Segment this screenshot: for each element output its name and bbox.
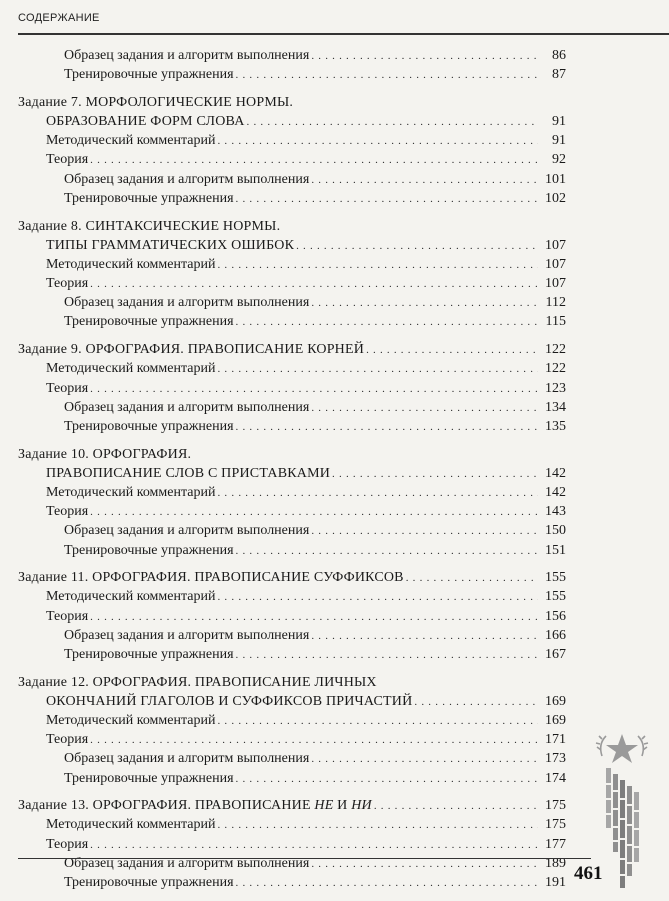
toc-entry-page: 142 xyxy=(545,484,566,500)
toc-entry-label: Образец задания и алгоритм выполнения xyxy=(64,171,310,187)
toc-entry[interactable] xyxy=(18,293,566,312)
toc-entry-label: Образец задания и алгоритм выполнения xyxy=(64,523,310,539)
leader-dots xyxy=(414,693,538,712)
toc-entry[interactable] xyxy=(18,645,566,664)
leader-dots xyxy=(311,171,538,190)
leader-dots xyxy=(217,816,538,835)
toc-entry[interactable] xyxy=(18,730,566,749)
toc-entry-page: 87 xyxy=(552,67,566,83)
leader-dots xyxy=(236,770,538,789)
toc-entry[interactable] xyxy=(18,483,566,502)
toc-entry[interactable] xyxy=(18,189,566,208)
toc-entry[interactable] xyxy=(18,541,566,560)
toc-section-title[interactable] xyxy=(18,445,566,464)
leader-dots xyxy=(236,66,538,85)
toc-entry[interactable] xyxy=(18,769,566,788)
toc-entry[interactable] xyxy=(18,749,566,768)
leader-dots xyxy=(236,190,538,209)
leader-dots xyxy=(90,275,538,294)
leader-dots xyxy=(236,418,538,437)
toc-entry-label: Методический комментарий xyxy=(46,817,216,833)
toc-section-title-line2: ПРАВОПИСАНИЕ СЛОВ С ПРИСТАВКАМИ xyxy=(46,465,331,481)
toc-entry-label: Методический комментарий xyxy=(46,713,216,728)
toc-section-7 xyxy=(18,93,566,208)
toc-section-page: 107 xyxy=(545,237,566,253)
toc-entry-page: 169 xyxy=(545,713,566,728)
toc-entry-page: 123 xyxy=(545,380,566,396)
toc-section-title[interactable] xyxy=(18,568,566,587)
title-and: И xyxy=(333,798,352,814)
toc-section-6-continued xyxy=(18,46,566,84)
toc-entry-label: Тренировочные упражнения xyxy=(64,770,234,786)
toc-section-page: 91 xyxy=(552,114,566,130)
toc-section-9 xyxy=(18,340,566,436)
toc-entry[interactable] xyxy=(18,255,566,274)
toc-entry-label: Тренировочные упражнения xyxy=(64,418,234,434)
toc-entry-label: Теория xyxy=(46,380,89,396)
toc-entry-label: Образец задания и алгоритм выполнения xyxy=(64,295,310,311)
title-ne: НЕ xyxy=(314,798,334,814)
leader-dots xyxy=(90,836,538,855)
toc-entry-page: 155 xyxy=(545,589,566,605)
title-ni: НИ xyxy=(351,798,372,814)
toc-section-title-line1: Задание 10. ОРФОГРАФИЯ. xyxy=(18,446,192,462)
leader-dots xyxy=(311,47,538,66)
toc-section-page: 142 xyxy=(545,465,566,481)
leader-dots xyxy=(90,503,538,522)
leader-dots xyxy=(236,646,538,665)
toc-entry-page: 101 xyxy=(545,171,566,187)
toc-entry-label: Теория xyxy=(46,732,89,748)
toc-section-title-cont[interactable] xyxy=(18,236,566,255)
toc-entry-label: Образец задания и алгоритм выполнения xyxy=(64,48,310,63)
leader-dots xyxy=(311,522,538,541)
leader-dots xyxy=(311,627,538,646)
toc-section-title-cont[interactable] xyxy=(18,692,566,711)
toc-entry-page: 107 xyxy=(545,256,566,272)
toc-entry-page: 191 xyxy=(545,875,566,890)
toc-entry-page: 134 xyxy=(545,399,566,415)
toc-section-title[interactable] xyxy=(18,340,566,359)
toc-section-title-line1 xyxy=(18,796,374,815)
toc-entry[interactable] xyxy=(18,815,566,834)
toc-entry-label: Тренировочные упражнения xyxy=(64,67,234,83)
toc-section-title[interactable] xyxy=(18,796,566,815)
toc-entry-page: 143 xyxy=(545,504,566,520)
toc-entry[interactable] xyxy=(18,835,566,854)
toc-entry[interactable] xyxy=(18,502,566,521)
toc-entry-label: Тренировочные упражнения xyxy=(64,190,234,206)
toc-section-title-cont[interactable] xyxy=(18,464,566,483)
leader-dots xyxy=(406,569,538,588)
leader-dots xyxy=(90,608,538,627)
leader-dots xyxy=(311,399,538,418)
page-number: 461 xyxy=(574,863,603,884)
leader-dots xyxy=(217,256,538,275)
toc-entry-label: Тренировочные упражнения xyxy=(64,542,234,558)
toc-entry-label: Образец задания и алгоритм выполнения xyxy=(64,751,310,767)
toc-entry-page: 92 xyxy=(552,152,566,168)
toc-entry-page: 135 xyxy=(545,418,566,434)
toc-entry[interactable] xyxy=(18,398,566,417)
toc-section-10 xyxy=(18,445,566,560)
toc-section-title-line1: Задание 9. ОРФОГРАФИЯ. ПРАВОПИСАНИЕ КОРНЕЙ xyxy=(18,342,365,358)
toc-entry[interactable] xyxy=(18,417,566,436)
toc-section-13 xyxy=(18,796,566,892)
toc-entry[interactable] xyxy=(18,312,566,331)
toc-entry-label: Теория xyxy=(46,152,89,168)
toc-entry-page: 102 xyxy=(545,190,566,206)
toc-entry-label: Методический комментарий xyxy=(46,133,216,149)
toc-entry-page: 189 xyxy=(545,855,566,871)
leader-dots xyxy=(236,313,538,332)
toc-entry[interactable] xyxy=(18,873,566,892)
toc-entry-page: 151 xyxy=(545,542,566,558)
toc-entry-label: Тренировочные упражнения xyxy=(64,875,234,890)
leader-dots xyxy=(296,237,538,256)
table-of-contents xyxy=(18,46,566,901)
running-header: СОДЕРЖАНИЕ xyxy=(18,12,100,24)
toc-entry-label: Методический комментарий xyxy=(46,484,216,500)
leader-dots xyxy=(366,341,538,360)
toc-entry-page: 166 xyxy=(545,627,566,643)
toc-section-page: 175 xyxy=(545,798,566,814)
toc-section-title-line2: ОБРАЗОВАНИЕ ФОРМ СЛОВА xyxy=(46,114,245,130)
toc-section-title-line2: ТИПЫ ГРАММАТИЧЕСКИХ ОШИБОК xyxy=(46,237,295,253)
toc-entry[interactable] xyxy=(18,379,566,398)
toc-section-title[interactable] xyxy=(18,673,566,692)
leader-dots xyxy=(90,380,538,399)
leader-dots xyxy=(332,465,538,484)
leader-dots xyxy=(217,132,538,151)
toc-entry[interactable] xyxy=(18,170,566,189)
leader-dots xyxy=(236,542,538,561)
title-prefix: Задание 13. ОРФОГРАФИЯ. ПРАВОПИСАНИЕ xyxy=(18,798,315,814)
toc-entry[interactable] xyxy=(18,274,566,293)
toc-entry[interactable] xyxy=(18,854,566,873)
toc-section-title-line1: Задание 7. МОРФОЛОГИЧЕСКИЕ НОРМЫ. xyxy=(18,94,294,110)
toc-entry-page: 91 xyxy=(552,133,566,149)
toc-entry-label: Теория xyxy=(46,276,89,292)
toc-entry[interactable] xyxy=(18,711,566,730)
leader-dots xyxy=(311,294,538,313)
toc-entry-page: 171 xyxy=(545,732,566,748)
toc-entry-page: 122 xyxy=(545,361,566,377)
toc-entry-page: 175 xyxy=(545,817,566,833)
toc-entry[interactable] xyxy=(18,359,566,378)
leader-dots xyxy=(374,797,538,816)
toc-section-title-line1: Задание 8. СИНТАКСИЧЕСКИЕ НОРМЫ. xyxy=(18,218,281,234)
toc-section-11 xyxy=(18,568,566,664)
toc-section-page: 155 xyxy=(545,570,566,586)
toc-section-title-line2: ОКОНЧАНИЙ ГЛАГОЛОВ И СУФФИКСОВ ПРИЧАСТИЙ xyxy=(46,693,413,709)
toc-section-12 xyxy=(18,673,566,788)
leader-dots xyxy=(217,712,538,731)
toc-section-title[interactable] xyxy=(18,93,566,112)
toc-entry[interactable] xyxy=(18,150,566,169)
toc-section-title-line1: Задание 11. ОРФОГРАФИЯ. ПРАВОПИСАНИЕ СУФФИКСОВ xyxy=(18,570,404,586)
toc-entry-label: Тренировочные упражнения xyxy=(64,314,234,330)
toc-entry[interactable] xyxy=(18,131,566,150)
toc-entry-label: Методический комментарий xyxy=(46,256,216,272)
toc-entry-label: Образец задания и алгоритм выполнения xyxy=(64,399,310,415)
toc-entry-label: Методический комментарий xyxy=(46,589,216,605)
toc-entry[interactable] xyxy=(18,65,566,84)
toc-section-8 xyxy=(18,217,566,332)
leader-dots xyxy=(217,484,538,503)
toc-entry-page: 86 xyxy=(552,48,566,63)
toc-entry-label: Теория xyxy=(46,504,89,520)
toc-entry-page: 177 xyxy=(545,836,566,852)
toc-section-title-cont[interactable] xyxy=(18,112,566,131)
toc-entry-label: Тренировочные упражнения xyxy=(64,646,234,662)
toc-entry-page: 150 xyxy=(545,523,566,539)
toc-entry-page: 107 xyxy=(545,276,566,292)
toc-entry-page: 112 xyxy=(545,295,566,311)
leader-dots xyxy=(236,874,538,893)
toc-entry-label: Теория xyxy=(46,836,89,852)
toc-entry-label: Образец задания и алгоритм выполнения xyxy=(64,627,310,643)
toc-entry[interactable] xyxy=(18,46,566,65)
toc-section-title-line1: Задание 12. ОРФОГРАФИЯ. ПРАВОПИСАНИЕ ЛИЧНЫХ xyxy=(18,674,377,690)
footer-rule xyxy=(18,858,591,859)
toc-entry-page: 115 xyxy=(545,314,566,330)
toc-section-page: 169 xyxy=(545,693,566,709)
leader-dots xyxy=(217,588,538,607)
leader-dots xyxy=(217,360,538,379)
toc-entry-label: Образец задания и алгоритм выполнения xyxy=(64,855,310,871)
toc-entry-label: Теория xyxy=(46,608,89,624)
header-rule xyxy=(18,33,669,35)
toc-entry[interactable] xyxy=(18,626,566,645)
leader-dots xyxy=(90,731,538,750)
leader-dots xyxy=(90,151,538,170)
toc-entry[interactable] xyxy=(18,587,566,606)
toc-section-title[interactable] xyxy=(18,217,566,236)
toc-entry-page: 167 xyxy=(545,646,566,662)
toc-entry-page: 156 xyxy=(545,608,566,624)
leader-dots xyxy=(311,750,538,769)
leader-dots xyxy=(247,113,538,132)
toc-entry-page: 173 xyxy=(545,751,566,767)
toc-section-page: 122 xyxy=(545,342,566,358)
toc-entry[interactable] xyxy=(18,607,566,626)
toc-entry-label: Методический комментарий xyxy=(46,361,216,377)
toc-entry[interactable] xyxy=(18,521,566,540)
toc-entry-page: 174 xyxy=(545,770,566,786)
